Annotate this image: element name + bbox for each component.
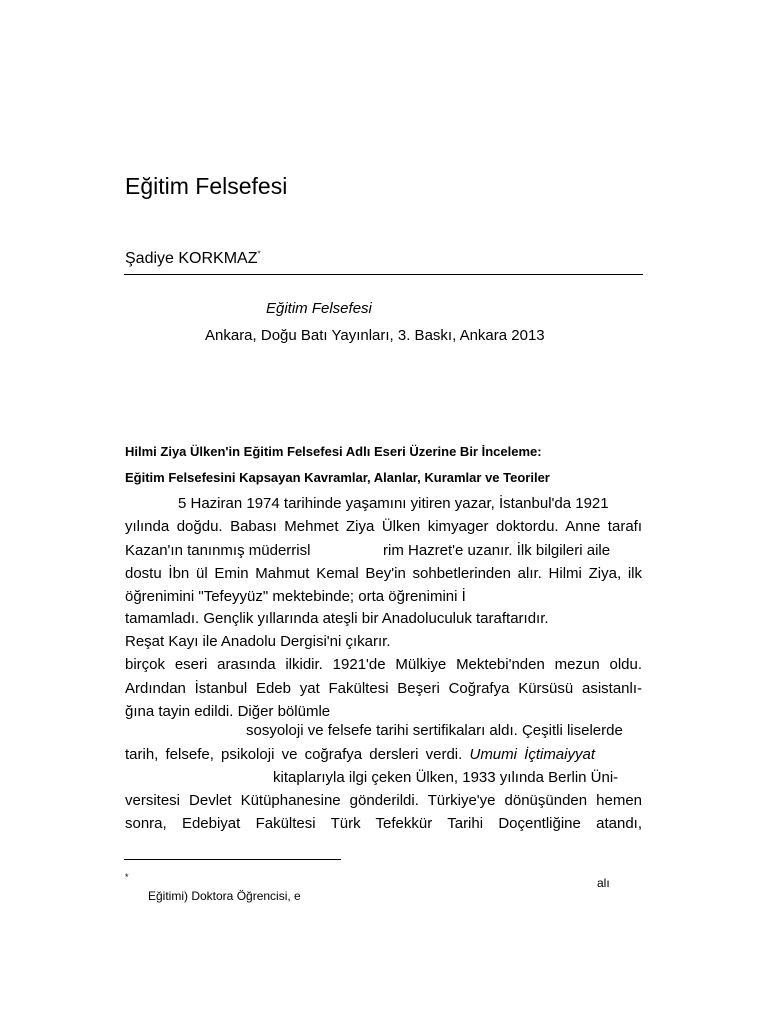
body-line: birçok eseri arasında ilkidir. 1921'de Mülkiye Mektebi'nden mezun oldu. [125, 656, 642, 673]
author-line [125, 250, 261, 268]
body-line: dostu İbn ül Emin Mahmut Kemal Bey'in sohbetlerinden alır. Hilmi Ziya, ilk [125, 565, 642, 582]
body-line: yılında doğdu. Babası Mehmet Ziya Ülken kimyager doktordu. Anne tarafı [125, 518, 642, 535]
author-footnote-mark: * [257, 249, 261, 259]
author-name: Şadiye KORKMAZ [125, 250, 258, 267]
footnote-text: Eğitimi) Doktora Öğrencisi, e [148, 889, 301, 903]
body-line: sonra, Edebiyat Fakültesi Türk Tefekkür Tarihi Doçentliğine atandı, [125, 815, 642, 832]
document-title: Eğitim Felsefesi [125, 173, 288, 199]
body-line-text: tarih, felsefe, psikoloji ve coğrafya dersleri verdi. [125, 746, 463, 763]
book-reference-italic: Umumi İçtimaiyyat [469, 746, 595, 763]
body-line: 5 Haziran 1974 tarihinde yaşamını yitiren yazar, İstanbul'da 1921 [178, 495, 609, 512]
body-line: sosyoloji ve felsefe tarihi sertifikaları aldı. Çeşitli liselerde [246, 722, 623, 739]
body-line: öğrenimini "Tefeyyüz" mektebinde; orta öğrenimini İ [125, 588, 466, 605]
body-line-fragment: rim Hazret'e uzanır. İlk bilgileri aile [383, 542, 611, 559]
section-subheading: Eğitim Felsefesini Kapsayan Kavramlar, Alanlar, Kuramlar ve Teoriler [125, 470, 550, 485]
body-line-fragment: Kazan'ın tanınmış müderrisl [125, 542, 311, 559]
footnote-divider [124, 859, 341, 860]
body-line: Ardından İstanbul Edeb yat Fakültesi Beşeri Coğrafya Kürsüsü asistanlı- [125, 680, 642, 697]
title-divider [124, 274, 643, 275]
book-publication: Ankara, Doğu Batı Yayınları, 3. Baskı, Ankara 2013 [205, 327, 545, 344]
body-line: ğına tayin edildi. Diğer bölümle [125, 703, 331, 720]
body-line [125, 746, 595, 763]
book-title: Eğitim Felsefesi [266, 300, 372, 317]
body-line: versitesi Devlet Kütüphanesine gönderildi. Türkiye'ye dönüşünden hemen [125, 792, 642, 809]
footnote-text-fragment: alı [597, 876, 610, 890]
section-heading: Hilmi Ziya Ülken'in Eğitim Felsefesi Adlı Eseri Üzerine Bir İnceleme: [125, 444, 542, 459]
body-line: Reşat Kayı ile Anadolu Dergisi'ni çıkarır. [125, 633, 391, 650]
body-line: tamamladı. Gençlik yıllarında ateşli bir Anadoluculuk taraftarıdır. [125, 610, 549, 627]
footnote-mark: * [125, 872, 129, 882]
body-line: kitaplarıyla ilgi çeken Ülken, 1933 yılında Berlin Üni- [273, 769, 619, 786]
